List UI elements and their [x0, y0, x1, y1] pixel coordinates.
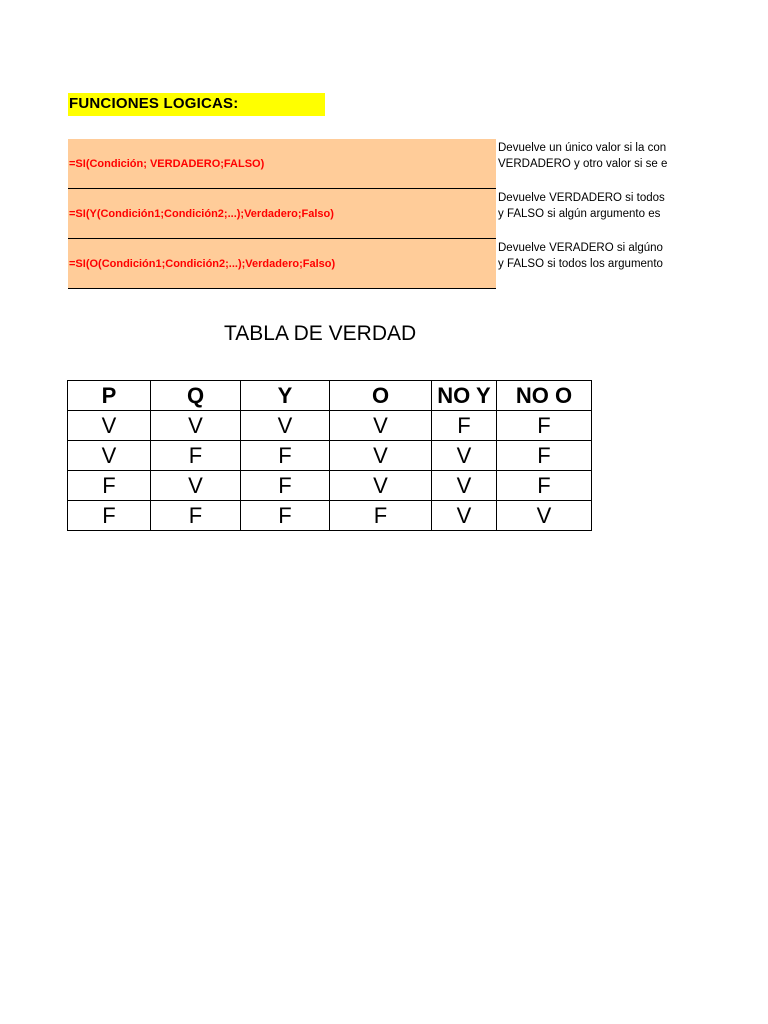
- table-cell[interactable]: F: [68, 471, 151, 501]
- table-cell[interactable]: F: [497, 471, 592, 501]
- description-line: Devuelve VERADERO si algúno: [498, 242, 663, 254]
- truth-table: [67, 380, 592, 531]
- table-cell[interactable]: V: [241, 411, 330, 441]
- truth-table-title: TABLA DE VERDAD: [224, 322, 417, 345]
- table-row: [68, 501, 592, 531]
- table-row: [68, 441, 592, 471]
- description-line: Devuelve VERDADERO si todos: [498, 192, 665, 204]
- description-line: y FALSO si algún argumento es: [498, 208, 661, 220]
- table-cell[interactable]: V: [151, 411, 241, 441]
- description-cell[interactable]: [498, 239, 768, 290]
- formula-text: =SI(O(Condición1;Condición2;...);Verdadero;Falso): [69, 257, 336, 270]
- header-cell[interactable]: NO O: [497, 381, 592, 411]
- table-cell[interactable]: F: [151, 441, 241, 471]
- description-cell[interactable]: [498, 139, 768, 190]
- page-title: FUNCIONES LOGICAS:: [69, 95, 239, 112]
- function-row-si-y: [68, 189, 768, 239]
- table-cell[interactable]: F: [330, 501, 432, 531]
- table-cell[interactable]: V: [330, 441, 432, 471]
- function-row-si-o: [68, 239, 768, 289]
- table-cell[interactable]: F: [432, 411, 497, 441]
- table-row: [68, 471, 592, 501]
- header-cell[interactable]: Y: [241, 381, 330, 411]
- table-cell[interactable]: F: [497, 411, 592, 441]
- description-cell[interactable]: [498, 189, 768, 240]
- description-line: Devuelve un único valor si la con: [498, 142, 667, 154]
- table-cell[interactable]: F: [241, 501, 330, 531]
- table-cell[interactable]: F: [241, 471, 330, 501]
- table-cell[interactable]: F: [497, 441, 592, 471]
- table-cell[interactable]: F: [68, 501, 151, 531]
- table-row: [68, 411, 592, 441]
- formula-cell[interactable]: [68, 189, 496, 239]
- formula-text: =SI(Y(Condición1;Condición2;...);Verdadero;Falso): [69, 207, 334, 220]
- formula-cell[interactable]: [68, 239, 496, 289]
- description-line: VERDADERO y otro valor si se e: [498, 158, 668, 170]
- table-cell[interactable]: V: [68, 411, 151, 441]
- truth-table-header-row: [68, 381, 592, 411]
- table-cell[interactable]: V: [432, 501, 497, 531]
- header-cell[interactable]: P: [68, 381, 151, 411]
- table-cell[interactable]: F: [241, 441, 330, 471]
- header-cell[interactable]: O: [330, 381, 432, 411]
- table-cell[interactable]: V: [432, 441, 497, 471]
- table-cell[interactable]: V: [68, 441, 151, 471]
- table-cell[interactable]: V: [330, 411, 432, 441]
- table-cell[interactable]: F: [151, 501, 241, 531]
- description-line: y FALSO si todos los argumento: [498, 258, 663, 270]
- table-cell[interactable]: V: [497, 501, 592, 531]
- table-cell[interactable]: V: [330, 471, 432, 501]
- table-cell[interactable]: V: [151, 471, 241, 501]
- header-cell[interactable]: Q: [151, 381, 241, 411]
- function-row-si: [68, 139, 768, 189]
- table-cell[interactable]: V: [432, 471, 497, 501]
- header-cell[interactable]: NO Y: [432, 381, 497, 411]
- formula-text: =SI(Condición; VERDADERO;FALSO): [69, 157, 265, 170]
- formula-cell[interactable]: [68, 139, 496, 189]
